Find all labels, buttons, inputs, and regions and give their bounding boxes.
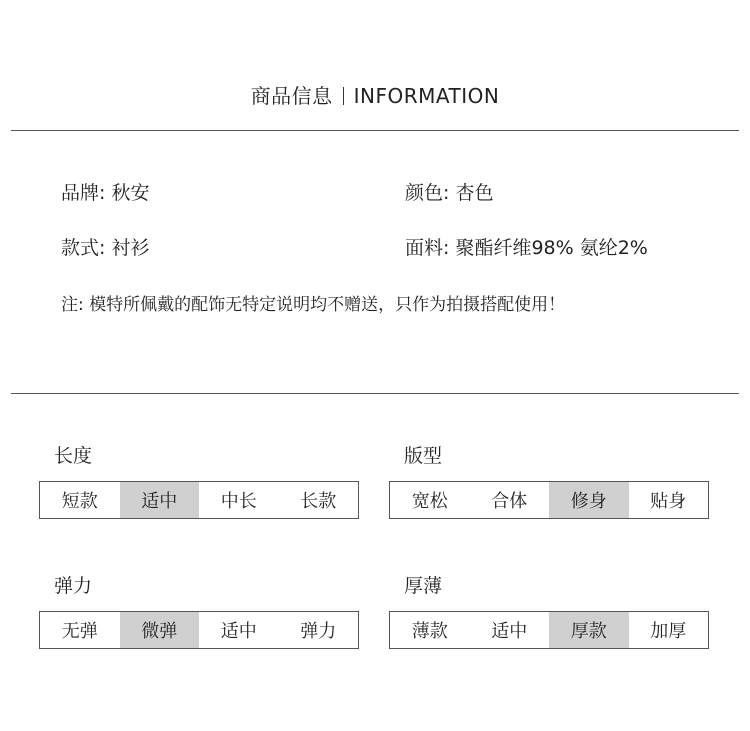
fit-scale [389,481,709,519]
header-title-cn: 商品信息 [250,84,333,108]
fit-title: 版型 [404,445,443,467]
length-option: 短款 [61,491,98,512]
accessory-note: 注: 模特所佩戴的配饰无特定说明均不赠送，只作为拍摄搭配使用！ [61,295,566,315]
elasticity-title: 弹力 [54,575,93,597]
thickness-option: 厚款 [549,612,629,648]
middle-divider [11,393,739,394]
thickness-option: 薄款 [411,621,448,642]
section-header [0,80,750,109]
length-scale [39,481,359,519]
fit-option: 宽松 [411,491,448,512]
fit-option: 修身 [549,482,629,518]
length-option: 长款 [300,491,337,512]
fabric-info: 面料: 聚酯纤维98% 氨纶2% [405,237,648,259]
fit-option: 合体 [491,491,528,512]
thickness-option: 适中 [491,621,528,642]
length-option: 中长 [220,491,257,512]
length-option: 适中 [120,482,200,518]
elasticity-option: 弹力 [300,621,337,642]
elasticity-option: 微弹 [120,612,200,648]
thickness-option: 加厚 [650,621,687,642]
elasticity-scale [39,611,359,649]
brand-info: 品牌: 秋安 [61,182,150,204]
header-title-en: INFORMATION [353,84,500,108]
thickness-title: 厚薄 [404,575,443,597]
length-title: 长度 [54,445,93,467]
thickness-scale [389,611,709,649]
style-info: 款式: 衬衫 [61,237,150,259]
header-divider [343,87,344,105]
elasticity-option: 适中 [220,621,257,642]
color-info: 颜色: 杏色 [405,182,494,204]
elasticity-option: 无弹 [61,621,98,642]
fit-option: 贴身 [650,491,687,512]
top-divider [11,130,739,131]
